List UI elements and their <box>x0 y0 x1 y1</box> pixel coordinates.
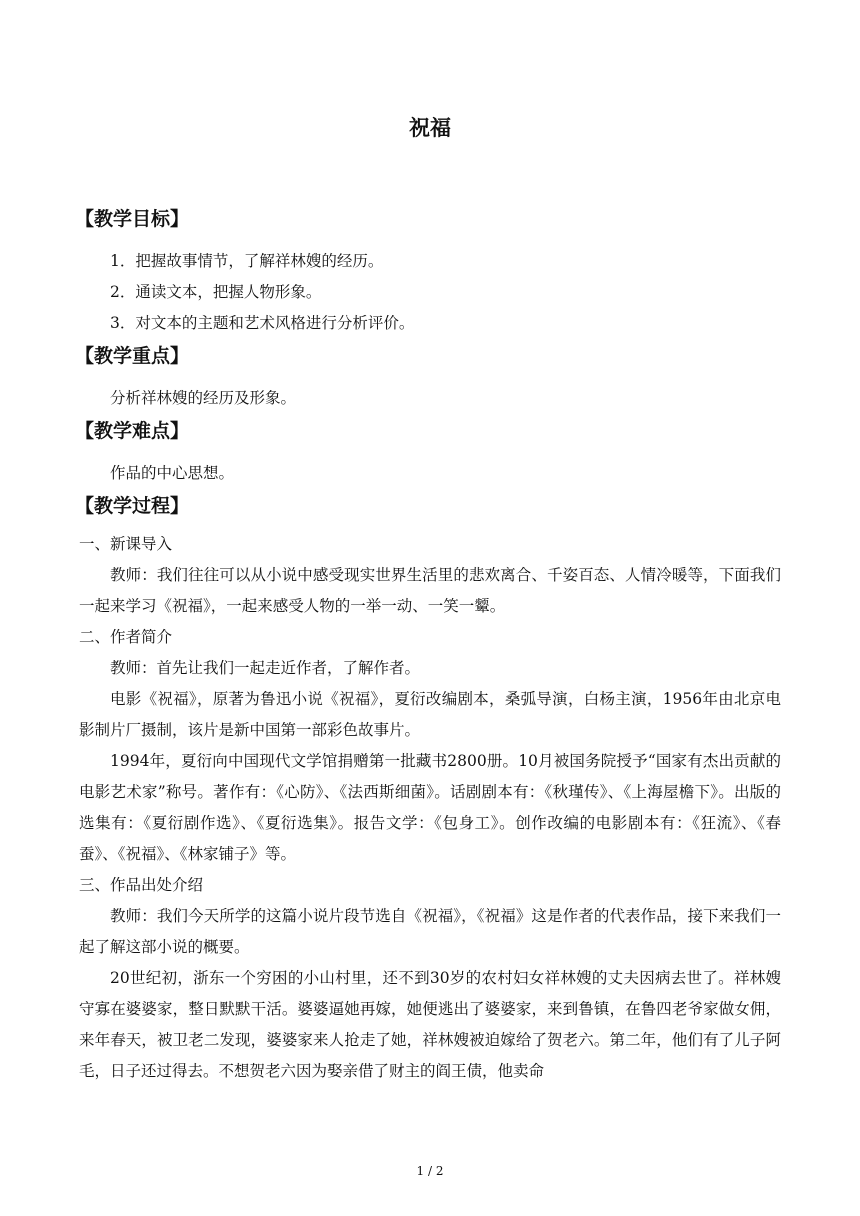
document-body <box>75 202 781 1087</box>
process-paragraph: 教师：我们往往可以从小说中感受现实世界生活里的悲欢离合、千姿百态、人情冷暖等，下面我们一起来学习《祝福》，一起来感受人物的一举一动、一笑一颦。 <box>79 566 781 615</box>
process-paragraph: 20世纪初，浙东一个穷困的小山村里，还不到30岁的农村妇女祥林嫂的丈夫因病去世了。祥林嫂守寡在婆婆家，整日默默干活。婆婆逼她再嫁，她便逃出了婆婆家，来到鲁镇，在鲁四老爷家做女佣，来年春天，被卫老二发现，婆婆家来人抢走了她，祥林嫂被迫嫁给了贺老六。第二年，他们有了儿子阿毛，日子还过得去。不想贺老六因为娶亲借了财主的阎王债，他卖命 <box>79 969 781 1080</box>
process-paragraph: 电影《祝福》，原著为鲁迅小说《祝福》，夏衍改编剧本，桑弧导演，白杨主演，1956年由北京电影制片厂摄制，该片是新中国第一部彩色故事片。 <box>79 690 781 739</box>
section-heading-difficulties: 【教学难点】 <box>75 420 190 442</box>
section-heading-objectives: 【教学目标】 <box>75 208 190 230</box>
section-heading-key-points: 【教学重点】 <box>75 345 190 367</box>
process-paragraph: 1994年，夏衍向中国现代文学馆捐赠第一批藏书2800册。10月被国务院授予“国家有杰出贡献的电影艺术家”称号。著作有：《心防》、《法西斯细菌》。话剧剧本有：《秋瑾传》、《上海屋檐下》。出版的选集有：《夏衍剧作选》、《夏衍选集》。报告文学：《包身工》。创作改编的电影剧本有：《狂流》、《春蚕》、《祝福》、《林家铺子》等。 <box>79 752 781 863</box>
process-paragraph: 教师：我们今天所学的这篇小说片段节选自《祝福》，《祝福》这是作者的代表作品，接下来我们一起了解这部小说的概要。 <box>79 907 781 956</box>
document-title: 祝福 <box>409 116 451 140</box>
process-paragraph: 教师：首先让我们一起走近作者，了解作者。 <box>110 659 421 677</box>
objective-item-2: 2．通读文本，把握人物形象。 <box>110 283 322 301</box>
process-part-title-intro: 一、新课导入 <box>79 535 173 553</box>
objective-item-1: 1．把握故事情节，了解祥林嫂的经历。 <box>110 252 384 270</box>
key-points-text: 分析祥林嫂的经历及形象。 <box>110 389 297 407</box>
page-number: 1 / 2 <box>416 1164 444 1178</box>
process-part-title-source: 三、作品出处介绍 <box>79 876 204 894</box>
objective-item-3: 3．对文本的主题和艺术风格进行分析评价。 <box>110 314 415 332</box>
process-part-title-author: 二、作者简介 <box>79 628 173 646</box>
section-heading-process: 【教学过程】 <box>75 495 190 517</box>
difficulties-text: 作品的中心思想。 <box>110 464 235 482</box>
